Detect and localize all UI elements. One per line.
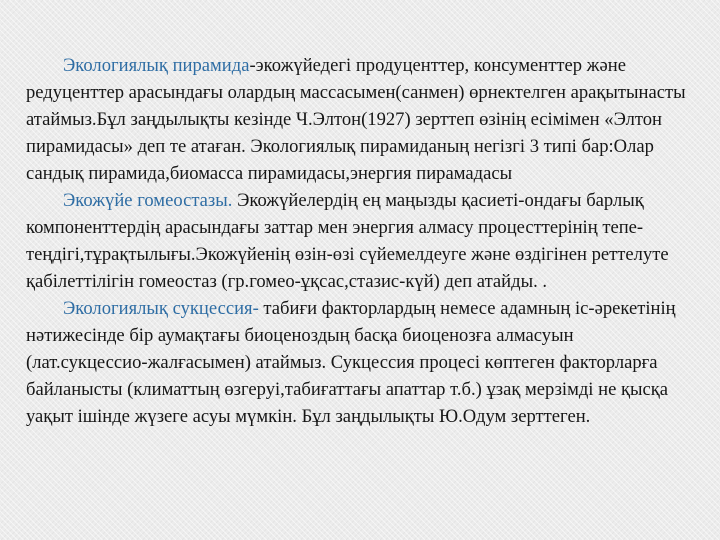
definition-ecological-succession: табиғи факторлардың немесе адамның іс-әрекетінің нәтижесінде бір аумақтағы биоценоздың басқа биоценозға алмасуын (лат.сукцессио-жалғасымен) атаймыз. Сукцессия процесі көптеген факторларға байланысты (климаттың өзгеруі,табиғаттағы апаттар т.б.) ұзақ мерзімді не қысқа уақыт ішінде жүзеге асуы мүмкін. Бұл заңдылықты Ю.Одум зерттеген.	[26, 298, 676, 427]
paragraph-ecological-pyramid	[26, 52, 696, 187]
paragraph-ecosystem-homeostasis	[26, 187, 696, 295]
term-ecological-succession: Экологиялық сукцессия-	[63, 298, 259, 319]
term-ecological-pyramid: Экологиялық пирамида	[63, 55, 250, 76]
term-ecosystem-homeostasis: Экожүйе гомеостазы.	[63, 190, 233, 211]
definition-ecosystem-homeostasis: Экожүйелердің ең маңызды қасиеті-ондағы барлық компоненттердің арасындағы заттар мен энергия алмасу процесттерінің тепе-теңдігі,тұрақтылығы.Экожүйенің өзін-өзі сүйемелдеуге және өздігінен реттелуте қабілеттілігін гомеостаз (гр.гомео-ұқсас,стазис-күй) деп атайды. .	[26, 190, 669, 292]
text-body	[26, 52, 696, 430]
paragraph-ecological-succession	[26, 295, 696, 430]
definition-ecological-pyramid: -экожүйедегі продуценттер, консументтер және редуценттер арасындағы олардың массасымен(санмен) өрнектелген арақытынасты атаймыз.Бұл заңдылықты кезінде Ч.Элтон(1927) зерттеп өзінің есімімен «Элтон пирамидасы» деп те атаған. Экологиялық пирамиданың негізгі 3 типі бар:Олар сандық пирамида,биомасса пирамидасы,энергия пирамадасы	[26, 55, 686, 184]
